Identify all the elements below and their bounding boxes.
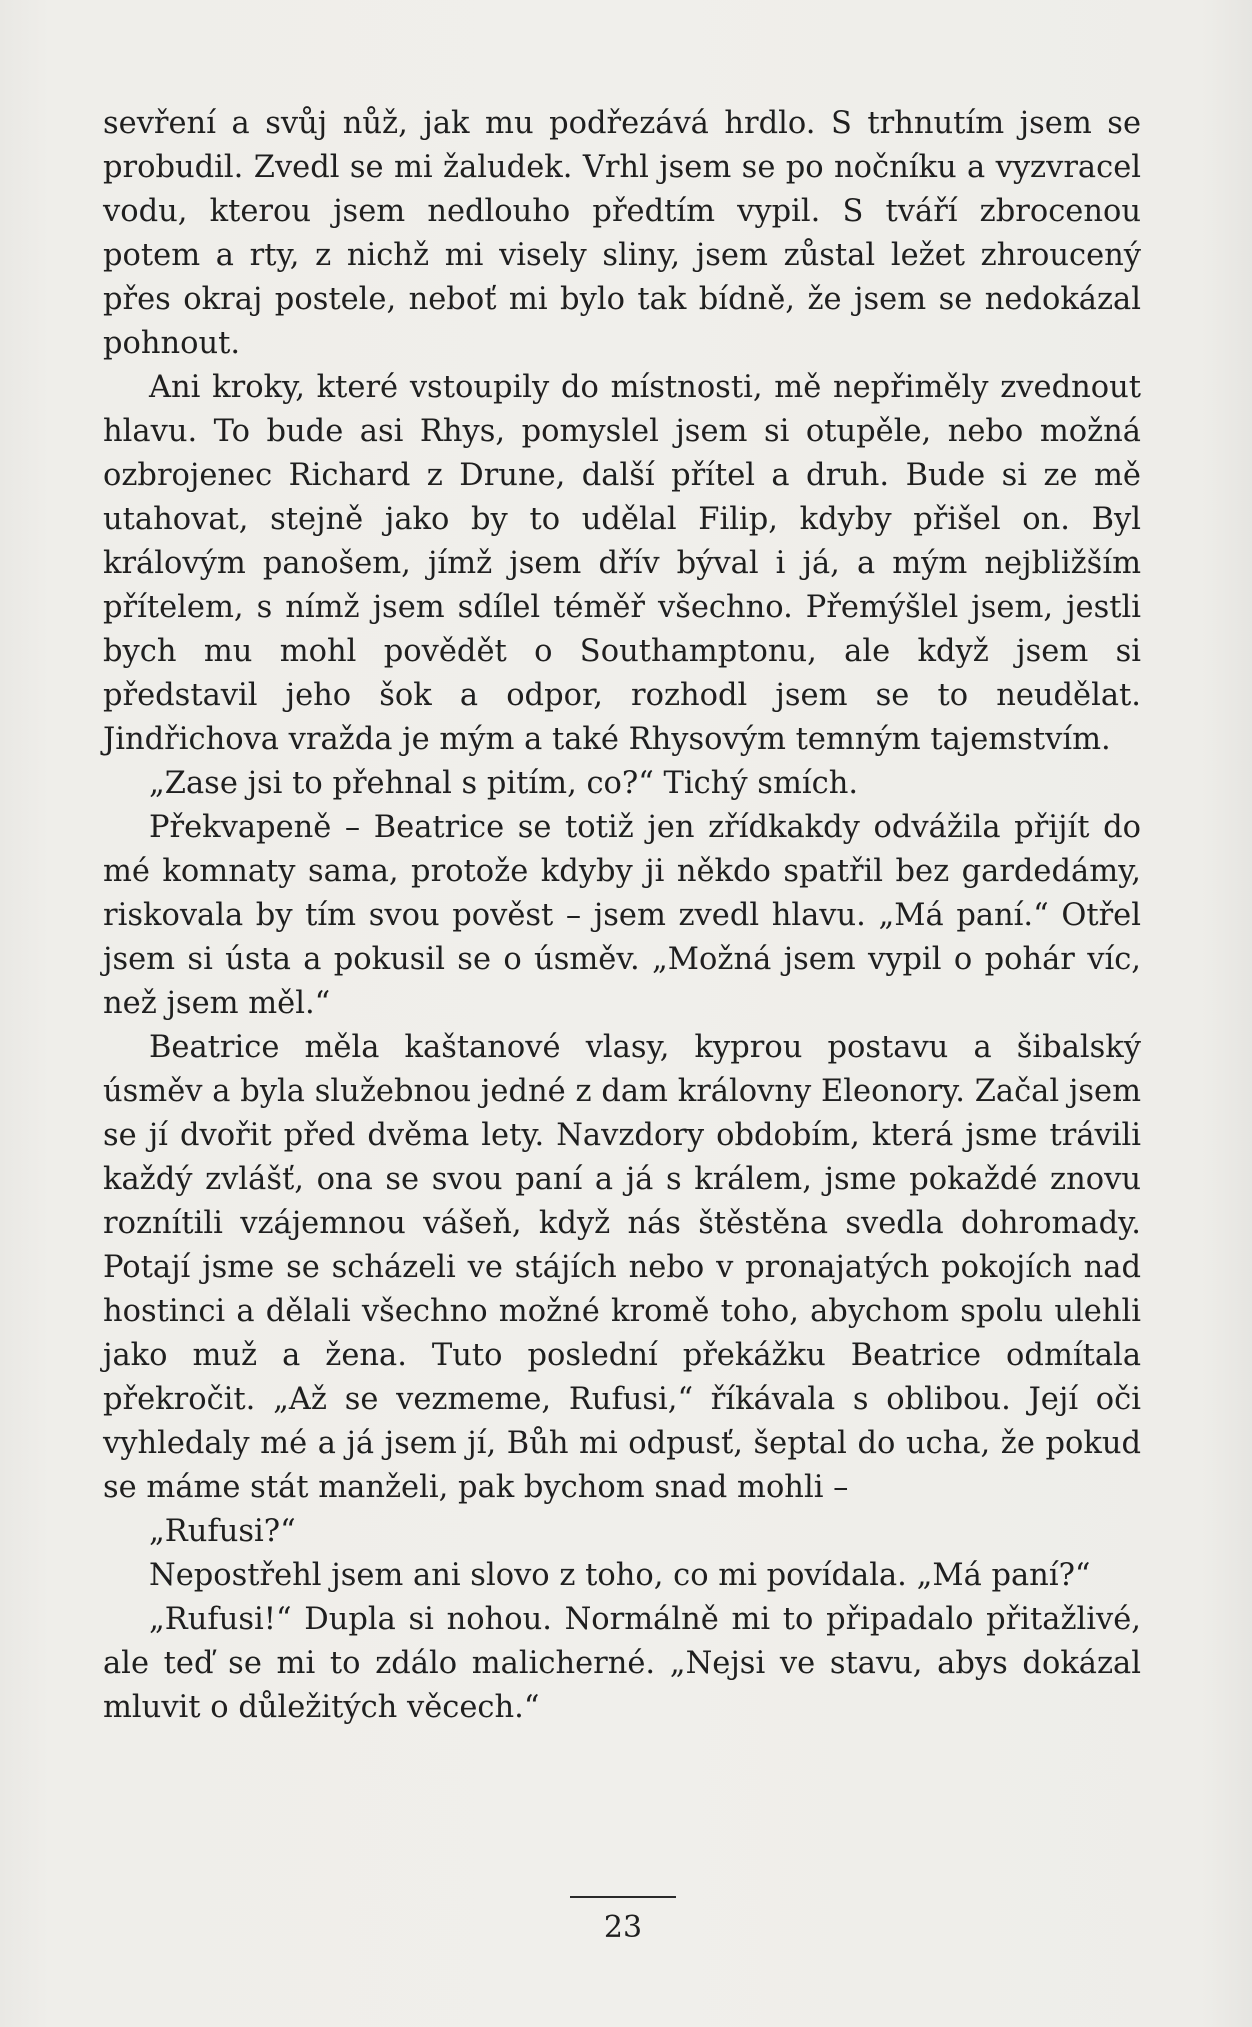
- paragraph-3: „Zase jsi to přehnal s pitím, co?“ Tichý smích.: [149, 766, 859, 801]
- paragraph-5: Beatrice měla kaštanové vlasy, kyprou postavu a šibalský úsměv a byla služebnou jedné z dam královny Eleonory. Začal jsem se jí dvořit před dvěma lety. Navzdory obdobím, která jsme trávili každý zvlášť, ona se svou paní a já s králem, jsme pokaždé znovu roznítili vzájemnou vášeň, když nás štěstěna svedla dohromady. Potají jsme se scházeli ve stájích nebo v pronajatých pokojích nad hostinci a dělali všechno možné kromě toho, abychom spolu ulehli jako muž a žena. Tuto poslední překážku Beatrice odmítala překročit. „Až se vezmeme, Rufusi,“ říkávala s oblibou. Její oči vyhledaly mé a já jsem jí, Bůh mi odpusť, šeptal do ucha, že pokud se máme stát manželi, pak bychom snad mohli –: [103, 1030, 1141, 1505]
- paragraph-8: „Rufusi!“ Dupla si nohou. Normálně mi to připadalo přitažlivé, ale teď se mi to zdálo malicherné. „Nejsi ve stavu, abys dokázal mluvit o důležitých věcech.“: [103, 1602, 1141, 1725]
- footer-rule: [570, 1896, 676, 1898]
- page-number: 23: [603, 1910, 643, 1945]
- paragraph-6: „Rufusi?“: [149, 1514, 296, 1549]
- paragraph-2: Ani kroky, které vstoupily do místnosti, mě nepřiměly zvednout hlavu. To bude asi Rhys, pomyslel jsem si otupěle, nebo možná ozbrojenec Richard z Drune, další přítel a druh. Bude si ze mě utahovat, stejně jako by to udělal Filip, kdyby přišel on. Byl královým panošem, jímž jsem dřív býval i já, a mým nejbližším přítelem, s nímž jsem sdílel téměř všechno. Přemýšlel jsem, jestli bych mu mohl povědět o Southamptonu, ale když jsem si představil jeho šok a odpor, rozhodl jsem se to neudělat. Jindřichova vražda je mým a také Rhysovým temným tajemstvím.: [103, 370, 1141, 757]
- paragraph-4: Překvapeně – Beatrice se totiž jen zřídkakdy odvážila přijít do mé komnaty sama, protože kdyby ji někdo spatřil bez gardedámy, riskovala by tím svou pověst – jsem zvedl hlavu. „Má paní.“ Otřel jsem si ústa a pokusil se o úsměv. „Možná jsem vypil o pohár víc, než jsem měl.“: [103, 810, 1141, 1021]
- paragraph-7: Nepostřehl jsem ani slovo z toho, co mi povídala. „Má paní?“: [149, 1558, 1091, 1593]
- paragraph-1: sevření a svůj nůž, jak mu podřezává hrdlo. S trhnutím jsem se probudil. Zvedl se mi žaludek. Vrhl jsem se po nočníku a vyzvracel vodu, kterou jsem nedlouho předtím vypil. S tváří zbrocenou potem a rty, z nichž mi visely sliny, jsem zůstal ležet zhroucený přes okraj postele, neboť mi bylo tak bídně, že jsem se nedokázal pohnout.: [103, 106, 1141, 361]
- body-text: [103, 102, 1141, 1730]
